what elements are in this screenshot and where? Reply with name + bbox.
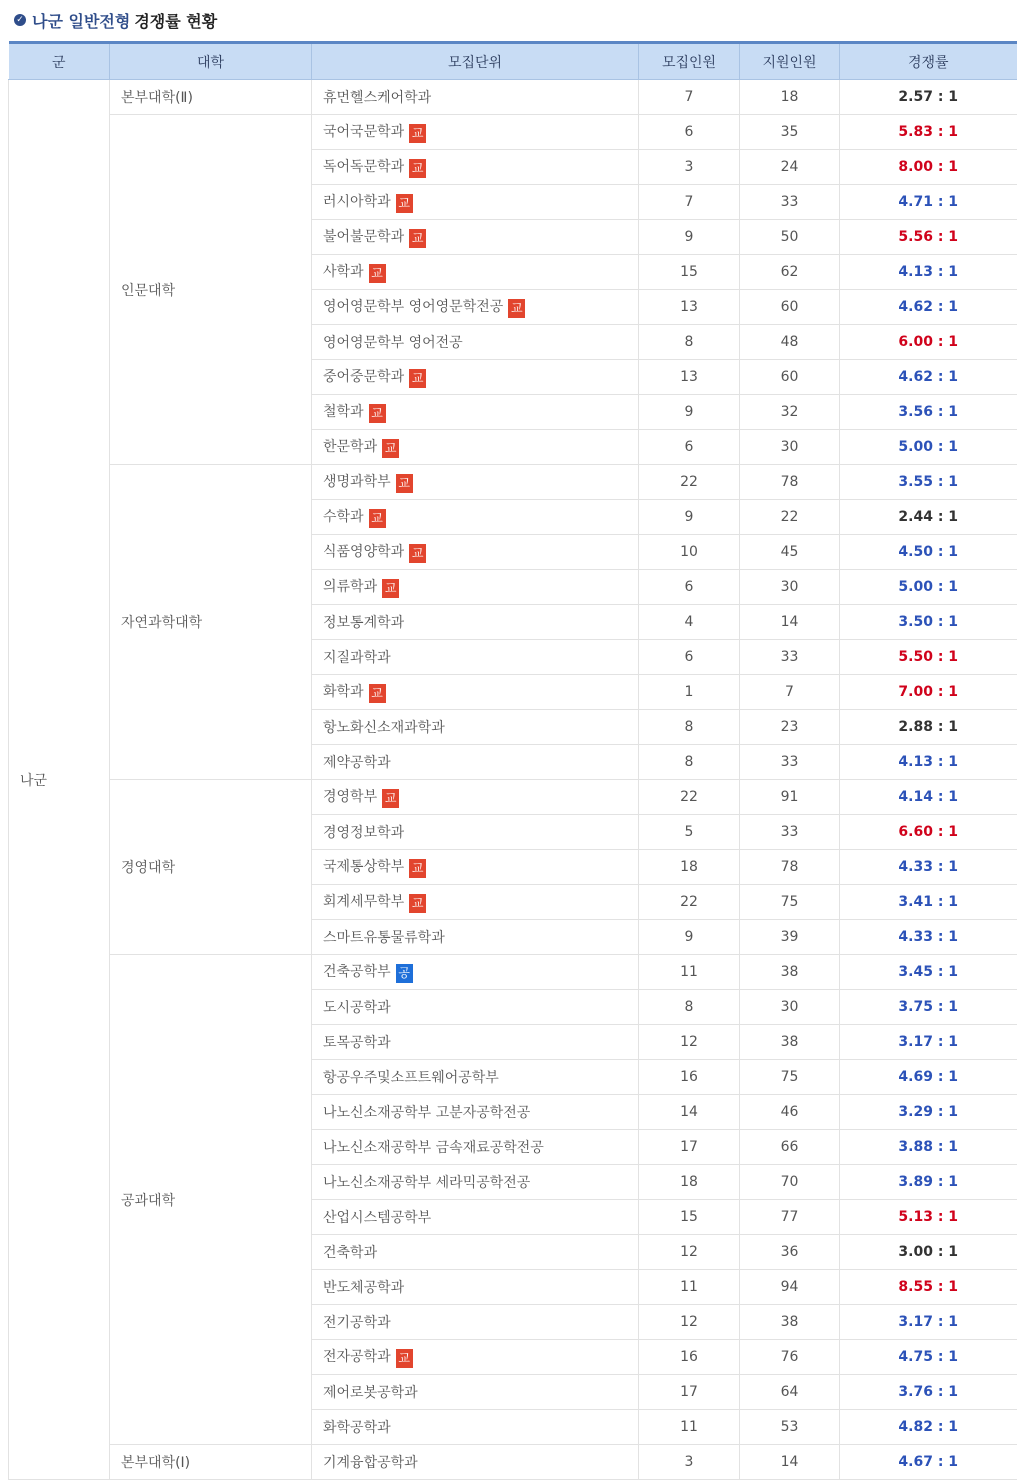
dept-name: 생명과학부 [323, 474, 391, 490]
dept-name: 의류학과 [323, 579, 378, 595]
gyo-badge: 교 [409, 894, 426, 913]
ratio-cell: 5.00 : 1 [840, 570, 1017, 605]
gyo-badge: 교 [369, 404, 386, 423]
gyo-badge: 교 [409, 159, 426, 178]
applicants-cell: 33 [740, 185, 840, 220]
quota-cell: 12 [639, 1305, 740, 1340]
applicants-cell: 91 [740, 780, 840, 815]
applicants-cell: 94 [740, 1270, 840, 1305]
applicants-cell: 33 [740, 745, 840, 780]
dept-name: 스마트유통물류학과 [323, 930, 445, 946]
header-applicants: 지원인원 [740, 43, 840, 80]
ratio-cell: 3.50 : 1 [840, 605, 1017, 640]
dept-name: 나노신소재공학부 고분자공학전공 [323, 1105, 531, 1121]
quota-cell: 1 [639, 675, 740, 710]
college-cell: 본부대학(Ⅰ) [110, 1445, 312, 1480]
quota-cell: 12 [639, 1025, 740, 1060]
ratio-cell: 4.13 : 1 [840, 255, 1017, 290]
table-row [9, 955, 1017, 990]
gyo-badge: 교 [396, 1349, 413, 1368]
college-cell: 본부대학(Ⅱ) [110, 80, 312, 115]
ratio-cell: 5.56 : 1 [840, 220, 1017, 255]
gyo-badge: 교 [382, 579, 399, 598]
quota-cell: 6 [639, 640, 740, 675]
title-rest: 경쟁률 현황 [134, 11, 218, 31]
dept-cell [312, 920, 639, 955]
ratio-cell: 3.17 : 1 [840, 1025, 1017, 1060]
applicants-cell: 22 [740, 500, 840, 535]
table-header-row [9, 43, 1017, 80]
gyo-badge: 교 [382, 789, 399, 808]
dept-name: 휴먼헬스케어학과 [323, 90, 432, 106]
table-body [9, 80, 1017, 1480]
ratio-cell: 3.41 : 1 [840, 885, 1017, 920]
ratio-cell: 3.29 : 1 [840, 1095, 1017, 1130]
applicants-cell: 48 [740, 325, 840, 360]
quota-cell: 15 [639, 1200, 740, 1235]
applicants-cell: 60 [740, 290, 840, 325]
dept-cell [312, 535, 639, 570]
header-quota: 모집인원 [639, 43, 740, 80]
gyo-badge: 교 [409, 859, 426, 878]
applicants-cell: 18 [740, 80, 840, 115]
dept-cell [312, 885, 639, 920]
dept-name: 식품영양학과 [323, 544, 405, 560]
gyo-badge: 교 [508, 299, 525, 318]
dept-name: 도시공학과 [323, 1000, 391, 1016]
applicants-cell: 62 [740, 255, 840, 290]
applicants-cell: 30 [740, 990, 840, 1025]
dept-cell [312, 675, 639, 710]
ratio-cell: 2.44 : 1 [840, 500, 1017, 535]
dept-cell [312, 990, 639, 1025]
applicants-cell: 23 [740, 710, 840, 745]
applicants-cell: 33 [740, 640, 840, 675]
quota-cell: 3 [639, 150, 740, 185]
dept-cell [312, 1340, 639, 1375]
quota-cell: 16 [639, 1060, 740, 1095]
gyo-badge: 교 [382, 439, 399, 458]
ratio-cell: 4.33 : 1 [840, 920, 1017, 955]
ratio-cell: 8.55 : 1 [840, 1270, 1017, 1305]
dept-cell [312, 255, 639, 290]
dept-name: 반도체공학과 [323, 1280, 405, 1296]
dept-name: 국어국문학과 [323, 124, 405, 140]
applicants-cell: 78 [740, 850, 840, 885]
dept-cell [312, 115, 639, 150]
dept-cell [312, 850, 639, 885]
applicants-cell: 70 [740, 1165, 840, 1200]
ratio-cell: 3.88 : 1 [840, 1130, 1017, 1165]
quota-cell: 15 [639, 255, 740, 290]
dept-cell [312, 710, 639, 745]
applicants-cell: 64 [740, 1375, 840, 1410]
dept-name: 회계세무학부 [323, 894, 405, 910]
quota-cell: 6 [639, 115, 740, 150]
gyo-badge: 교 [409, 229, 426, 248]
quota-cell: 9 [639, 395, 740, 430]
ratio-cell: 6.00 : 1 [840, 325, 1017, 360]
ratio-cell: 3.75 : 1 [840, 990, 1017, 1025]
ratio-cell: 3.56 : 1 [840, 395, 1017, 430]
dept-name: 수학과 [323, 509, 364, 525]
applicants-cell: 39 [740, 920, 840, 955]
college-cell: 경영대학 [110, 780, 312, 955]
quota-cell: 11 [639, 955, 740, 990]
applicants-cell: 53 [740, 1410, 840, 1445]
dept-name: 한문학과 [323, 439, 378, 455]
header-dept: 모집단위 [312, 43, 639, 80]
quota-cell: 22 [639, 885, 740, 920]
quota-cell: 16 [639, 1340, 740, 1375]
quota-cell: 14 [639, 1095, 740, 1130]
gong-badge: 공 [396, 964, 413, 983]
applicants-cell: 46 [740, 1095, 840, 1130]
dept-cell [312, 1235, 639, 1270]
dept-cell [312, 185, 639, 220]
gyo-badge: 교 [396, 474, 413, 493]
quota-cell: 9 [639, 920, 740, 955]
quota-cell: 7 [639, 185, 740, 220]
applicants-cell: 76 [740, 1340, 840, 1375]
college-cell: 인문대학 [110, 115, 312, 465]
quota-cell: 13 [639, 290, 740, 325]
ratio-cell: 4.33 : 1 [840, 850, 1017, 885]
ratio-cell: 4.62 : 1 [840, 290, 1017, 325]
ratio-cell: 5.13 : 1 [840, 1200, 1017, 1235]
applicants-cell: 50 [740, 220, 840, 255]
dept-name: 화학과 [323, 684, 364, 700]
dept-cell [312, 640, 639, 675]
quota-cell: 11 [639, 1270, 740, 1305]
ratio-cell: 3.76 : 1 [840, 1375, 1017, 1410]
applicants-cell: 30 [740, 570, 840, 605]
ratio-cell: 3.89 : 1 [840, 1165, 1017, 1200]
dept-name: 국제통상학부 [323, 859, 405, 875]
ratio-cell: 3.17 : 1 [840, 1305, 1017, 1340]
quota-cell: 7 [639, 80, 740, 115]
quota-cell: 8 [639, 325, 740, 360]
dept-name: 중어중문학과 [323, 369, 405, 385]
quota-cell: 8 [639, 710, 740, 745]
dept-cell [312, 1270, 639, 1305]
dept-name: 경영정보학과 [323, 825, 405, 841]
table-row [9, 80, 1017, 115]
dept-cell [312, 780, 639, 815]
applicants-cell: 38 [740, 1025, 840, 1060]
applicants-cell: 35 [740, 115, 840, 150]
quota-cell: 9 [639, 500, 740, 535]
applicants-cell: 30 [740, 430, 840, 465]
dept-cell [312, 80, 639, 115]
college-cell: 자연과학대학 [110, 465, 312, 780]
college-cell: 공과대학 [110, 955, 312, 1445]
ratio-cell: 6.60 : 1 [840, 815, 1017, 850]
dept-name: 영어영문학부 영어영문학전공 [323, 299, 504, 315]
quota-cell: 17 [639, 1375, 740, 1410]
dept-name: 항노화신소재과학과 [323, 720, 445, 736]
ratio-cell: 4.14 : 1 [840, 780, 1017, 815]
dept-name: 화학공학과 [323, 1420, 391, 1436]
dept-cell [312, 1410, 639, 1445]
dept-name: 경영학부 [323, 789, 378, 805]
quota-cell: 5 [639, 815, 740, 850]
ratio-cell: 4.71 : 1 [840, 185, 1017, 220]
dept-cell [312, 1305, 639, 1340]
dept-cell [312, 745, 639, 780]
title-accent: 나군 일반전형 [32, 11, 131, 31]
dept-name: 산업시스템공학부 [323, 1210, 432, 1226]
ratio-cell: 3.55 : 1 [840, 465, 1017, 500]
table-row [9, 780, 1017, 815]
check-circle-icon: ✓ [14, 14, 26, 26]
ratio-cell: 8.00 : 1 [840, 150, 1017, 185]
dept-name: 철학과 [323, 404, 364, 420]
dept-name: 독어독문학과 [323, 159, 405, 175]
dept-name: 전기공학과 [323, 1315, 391, 1331]
applicants-cell: 33 [740, 815, 840, 850]
table-row [9, 115, 1017, 150]
ratio-cell: 3.45 : 1 [840, 955, 1017, 990]
ratio-cell: 2.88 : 1 [840, 710, 1017, 745]
gyo-badge: 교 [409, 124, 426, 143]
dept-cell [312, 220, 639, 255]
applicants-cell: 14 [740, 605, 840, 640]
applicants-cell: 36 [740, 1235, 840, 1270]
header-ratio: 경쟁률 [840, 43, 1017, 80]
dept-cell [312, 570, 639, 605]
ratio-cell: 4.82 : 1 [840, 1410, 1017, 1445]
ratio-cell: 4.13 : 1 [840, 745, 1017, 780]
dept-name: 불어불문학과 [323, 229, 405, 245]
dept-cell [312, 150, 639, 185]
quota-cell: 13 [639, 360, 740, 395]
dept-name: 사학과 [323, 264, 364, 280]
table-row [9, 1445, 1017, 1480]
dept-cell [312, 1165, 639, 1200]
quota-cell: 22 [639, 465, 740, 500]
gyo-badge: 교 [369, 684, 386, 703]
gyo-badge: 교 [369, 264, 386, 283]
quota-cell: 18 [639, 1165, 740, 1200]
quota-cell: 17 [639, 1130, 740, 1165]
dept-cell [312, 1060, 639, 1095]
dept-cell [312, 430, 639, 465]
applicants-cell: 78 [740, 465, 840, 500]
ratio-cell: 4.50 : 1 [840, 535, 1017, 570]
dept-name: 나노신소재공학부 금속재료공학전공 [323, 1140, 544, 1156]
dept-cell [312, 500, 639, 535]
applicants-cell: 75 [740, 1060, 840, 1095]
quota-cell: 6 [639, 570, 740, 605]
quota-cell: 10 [639, 535, 740, 570]
ratio-cell: 5.50 : 1 [840, 640, 1017, 675]
dept-cell [312, 325, 639, 360]
dept-cell [312, 1200, 639, 1235]
ratio-cell: 7.00 : 1 [840, 675, 1017, 710]
dept-name: 토목공학과 [323, 1035, 391, 1051]
dept-name: 영어영문학부 영어전공 [323, 335, 463, 351]
quota-cell: 8 [639, 745, 740, 780]
ratio-cell: 2.57 : 1 [840, 80, 1017, 115]
quota-cell: 3 [639, 1445, 740, 1480]
dept-cell [312, 360, 639, 395]
competition-table [8, 41, 1017, 1480]
dept-name: 항공우주및소프트웨어공학부 [323, 1070, 499, 1086]
ratio-cell: 4.69 : 1 [840, 1060, 1017, 1095]
dept-cell [312, 1025, 639, 1060]
ratio-cell: 5.00 : 1 [840, 430, 1017, 465]
ratio-cell: 4.62 : 1 [840, 360, 1017, 395]
dept-name: 나노신소재공학부 세라믹공학전공 [323, 1175, 531, 1191]
ratio-cell: 5.83 : 1 [840, 115, 1017, 150]
dept-name: 러시아학과 [323, 194, 391, 210]
dept-cell [312, 605, 639, 640]
table-row [9, 465, 1017, 500]
dept-name: 건축학과 [323, 1245, 378, 1261]
dept-cell [312, 1375, 639, 1410]
quota-cell: 12 [639, 1235, 740, 1270]
applicants-cell: 14 [740, 1445, 840, 1480]
gyo-badge: 교 [409, 369, 426, 388]
quota-cell: 4 [639, 605, 740, 640]
dept-name: 지질과학과 [323, 650, 391, 666]
dept-cell [312, 1130, 639, 1165]
dept-cell [312, 290, 639, 325]
gyo-badge: 교 [369, 509, 386, 528]
applicants-cell: 32 [740, 395, 840, 430]
applicants-cell: 75 [740, 885, 840, 920]
applicants-cell: 66 [740, 1130, 840, 1165]
quota-cell: 11 [639, 1410, 740, 1445]
dept-cell [312, 1445, 639, 1480]
dept-name: 전자공학과 [323, 1349, 391, 1365]
quota-cell: 22 [639, 780, 740, 815]
dept-name: 건축공학부 [323, 964, 391, 980]
gyo-badge: 교 [396, 194, 413, 213]
dept-cell [312, 465, 639, 500]
dept-cell [312, 395, 639, 430]
dept-cell [312, 815, 639, 850]
quota-cell: 9 [639, 220, 740, 255]
group-cell: 나군 [9, 80, 110, 1480]
gyo-badge: 교 [409, 544, 426, 563]
applicants-cell: 38 [740, 955, 840, 990]
applicants-cell: 38 [740, 1305, 840, 1340]
quota-cell: 6 [639, 430, 740, 465]
dept-cell [312, 955, 639, 990]
dept-name: 제어로봇공학과 [323, 1385, 418, 1401]
dept-name: 기계융합공학과 [323, 1455, 418, 1471]
header-college: 대학 [110, 43, 312, 80]
quota-cell: 8 [639, 990, 740, 1025]
applicants-cell: 7 [740, 675, 840, 710]
applicants-cell: 77 [740, 1200, 840, 1235]
dept-name: 정보통계학과 [323, 615, 405, 631]
dept-name: 제약공학과 [323, 755, 391, 771]
ratio-cell: 4.67 : 1 [840, 1445, 1017, 1480]
ratio-cell: 3.00 : 1 [840, 1235, 1017, 1270]
quota-cell: 18 [639, 850, 740, 885]
section-title [0, 0, 1028, 40]
dept-cell [312, 1095, 639, 1130]
applicants-cell: 24 [740, 150, 840, 185]
applicants-cell: 45 [740, 535, 840, 570]
applicants-cell: 60 [740, 360, 840, 395]
ratio-cell: 4.75 : 1 [840, 1340, 1017, 1375]
header-group: 군 [9, 43, 110, 80]
